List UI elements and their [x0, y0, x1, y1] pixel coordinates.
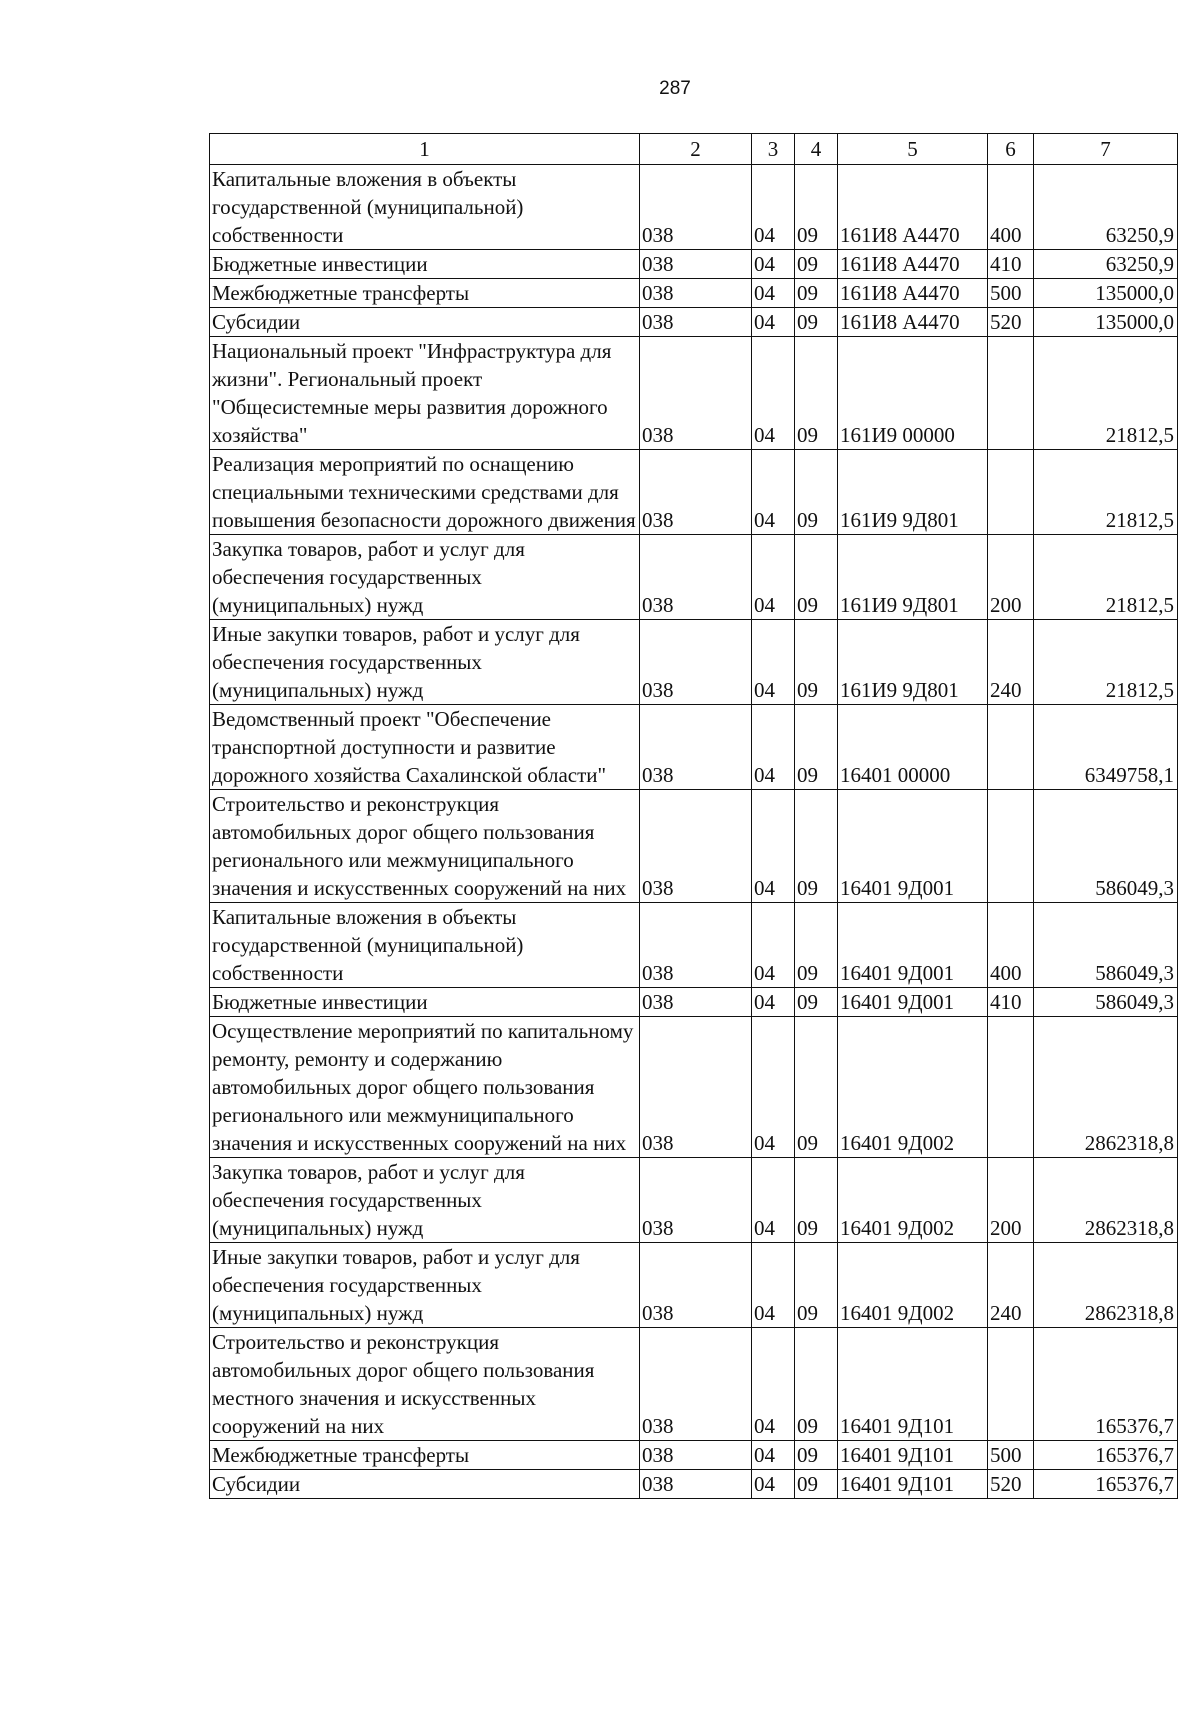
col-header-4: 4: [795, 134, 838, 165]
row-amount: 21812,5: [1034, 337, 1178, 450]
table-row: [210, 988, 1178, 1017]
row-section: 04: [752, 1243, 795, 1328]
row-target-article: 161И8 А4470: [838, 250, 988, 279]
row-expense-type: 200: [988, 1158, 1034, 1243]
table-row: [210, 165, 1178, 250]
row-section: 04: [752, 1158, 795, 1243]
row-amount: 586049,3: [1034, 790, 1178, 903]
row-name: Строительство и реконструкция автомобильных дорог общего пользования местного значения и искусственных сооружений на них: [210, 1328, 640, 1441]
row-target-article: 16401 9Д002: [838, 1158, 988, 1243]
row-section: 04: [752, 1470, 795, 1499]
row-expense-type: [988, 337, 1034, 450]
row-name: Осуществление мероприятий по капитальному ремонту, ремонту и содержанию автомобильных дорог общего пользования регионального или межмуниципального значения и искусственных сооружений на них: [210, 1017, 640, 1158]
row-subsection: 09: [795, 165, 838, 250]
row-target-article: 16401 9Д001: [838, 790, 988, 903]
table-row: [210, 1158, 1178, 1243]
row-target-article: 161И8 А4470: [838, 279, 988, 308]
header-row: [210, 134, 1178, 165]
row-name: Субсидии: [210, 308, 640, 337]
table-row: [210, 1017, 1178, 1158]
row-name: Закупка товаров, работ и услуг для обеспечения государственных (муниципальных) нужд: [210, 1158, 640, 1243]
row-expense-type: 500: [988, 279, 1034, 308]
table-row: [210, 705, 1178, 790]
row-subsection: 09: [795, 903, 838, 988]
row-expense-type: 240: [988, 620, 1034, 705]
row-amount: 165376,7: [1034, 1470, 1178, 1499]
row-target-article: 16401 00000: [838, 705, 988, 790]
row-amount: 135000,0: [1034, 308, 1178, 337]
row-subsection: 09: [795, 790, 838, 903]
row-subsection: 09: [795, 1158, 838, 1243]
row-expense-type: [988, 1328, 1034, 1441]
row-name: Иные закупки товаров, работ и услуг для обеспечения государственных (муниципальных) нужд: [210, 620, 640, 705]
table-row: [210, 1441, 1178, 1470]
table-row: [210, 620, 1178, 705]
row-section: 04: [752, 279, 795, 308]
row-amount: 165376,7: [1034, 1328, 1178, 1441]
row-target-article: 161И9 9Д801: [838, 535, 988, 620]
table-row: [210, 1470, 1178, 1499]
row-subsection: 09: [795, 620, 838, 705]
row-subsection: 09: [795, 1328, 838, 1441]
row-name: Бюджетные инвестиции: [210, 250, 640, 279]
row-section: 04: [752, 988, 795, 1017]
row-amount: 21812,5: [1034, 450, 1178, 535]
table-row: [210, 450, 1178, 535]
row-subsection: 09: [795, 450, 838, 535]
row-amount: 135000,0: [1034, 279, 1178, 308]
row-admin-code: 038: [640, 988, 752, 1017]
row-section: 04: [752, 1328, 795, 1441]
col-header-7: 7: [1034, 134, 1178, 165]
row-expense-type: 520: [988, 308, 1034, 337]
row-admin-code: 038: [640, 1158, 752, 1243]
table-row: [210, 903, 1178, 988]
row-target-article: 16401 9Д002: [838, 1017, 988, 1158]
table-row: [210, 308, 1178, 337]
row-target-article: 16401 9Д101: [838, 1441, 988, 1470]
row-amount: 165376,7: [1034, 1441, 1178, 1470]
row-section: 04: [752, 790, 795, 903]
row-amount: 21812,5: [1034, 620, 1178, 705]
row-target-article: 161И8 А4470: [838, 165, 988, 250]
table-row: [210, 250, 1178, 279]
table-row: [210, 279, 1178, 308]
row-section: 04: [752, 705, 795, 790]
row-name: Субсидии: [210, 1470, 640, 1499]
row-admin-code: 038: [640, 250, 752, 279]
row-amount: 63250,9: [1034, 250, 1178, 279]
row-amount: 21812,5: [1034, 535, 1178, 620]
row-target-article: 161И9 00000: [838, 337, 988, 450]
row-name: Межбюджетные трансферты: [210, 279, 640, 308]
row-section: 04: [752, 903, 795, 988]
row-expense-type: 400: [988, 165, 1034, 250]
row-amount: 6349758,1: [1034, 705, 1178, 790]
col-header-2: 2: [640, 134, 752, 165]
row-expense-type: [988, 450, 1034, 535]
row-section: 04: [752, 165, 795, 250]
row-admin-code: 038: [640, 790, 752, 903]
row-subsection: 09: [795, 535, 838, 620]
row-amount: 586049,3: [1034, 903, 1178, 988]
row-admin-code: 038: [640, 279, 752, 308]
row-target-article: 16401 9Д001: [838, 903, 988, 988]
row-section: 04: [752, 620, 795, 705]
row-amount: 2862318,8: [1034, 1243, 1178, 1328]
col-header-1: 1: [210, 134, 640, 165]
row-subsection: 09: [795, 279, 838, 308]
row-name: Иные закупки товаров, работ и услуг для обеспечения государственных (муниципальных) нужд: [210, 1243, 640, 1328]
row-admin-code: 038: [640, 1441, 752, 1470]
row-expense-type: 200: [988, 535, 1034, 620]
table-row: [210, 1243, 1178, 1328]
row-subsection: 09: [795, 1441, 838, 1470]
row-subsection: 09: [795, 1243, 838, 1328]
col-header-5: 5: [838, 134, 988, 165]
row-section: 04: [752, 250, 795, 279]
table-row: [210, 337, 1178, 450]
row-target-article: 161И8 А4470: [838, 308, 988, 337]
row-name: Межбюджетные трансферты: [210, 1441, 640, 1470]
row-name: Капитальные вложения в объекты государственной (муниципальной) собственности: [210, 903, 640, 988]
row-subsection: 09: [795, 988, 838, 1017]
row-expense-type: 410: [988, 250, 1034, 279]
row-admin-code: 038: [640, 1470, 752, 1499]
row-admin-code: 038: [640, 1017, 752, 1158]
row-amount: 586049,3: [1034, 988, 1178, 1017]
row-expense-type: 410: [988, 988, 1034, 1017]
row-subsection: 09: [795, 1470, 838, 1499]
col-header-3: 3: [752, 134, 795, 165]
row-section: 04: [752, 1017, 795, 1158]
row-subsection: 09: [795, 705, 838, 790]
row-section: 04: [752, 535, 795, 620]
row-name: Ведомственный проект "Обеспечение транспортной доступности и развитие дорожного хозяйства Сахалинской области": [210, 705, 640, 790]
table-row: [210, 790, 1178, 903]
row-amount: 63250,9: [1034, 165, 1178, 250]
row-expense-type: 240: [988, 1243, 1034, 1328]
budget-table: [209, 133, 1178, 1499]
row-section: 04: [752, 308, 795, 337]
row-name: Капитальные вложения в объекты государственной (муниципальной) собственности: [210, 165, 640, 250]
table-row: [210, 535, 1178, 620]
row-admin-code: 038: [640, 620, 752, 705]
row-expense-type: 500: [988, 1441, 1034, 1470]
row-admin-code: 038: [640, 1243, 752, 1328]
row-subsection: 09: [795, 337, 838, 450]
row-target-article: 16401 9Д001: [838, 988, 988, 1017]
page-number: 287: [659, 78, 691, 99]
row-expense-type: 520: [988, 1470, 1034, 1499]
row-amount: 2862318,8: [1034, 1158, 1178, 1243]
row-admin-code: 038: [640, 705, 752, 790]
row-name: Реализация мероприятий по оснащению специальными техническими средствами для повышения безопасности дорожного движения: [210, 450, 640, 535]
row-subsection: 09: [795, 308, 838, 337]
row-section: 04: [752, 1441, 795, 1470]
row-subsection: 09: [795, 1017, 838, 1158]
row-expense-type: [988, 790, 1034, 903]
row-section: 04: [752, 450, 795, 535]
row-section: 04: [752, 337, 795, 450]
row-admin-code: 038: [640, 903, 752, 988]
row-admin-code: 038: [640, 1328, 752, 1441]
table-row: [210, 1328, 1178, 1441]
row-admin-code: 038: [640, 337, 752, 450]
row-subsection: 09: [795, 250, 838, 279]
row-admin-code: 038: [640, 535, 752, 620]
row-name: Национальный проект "Инфраструктура для жизни". Региональный проект "Общесистемные меры развития дорожного хозяйства": [210, 337, 640, 450]
row-expense-type: [988, 1017, 1034, 1158]
row-name: Закупка товаров, работ и услуг для обеспечения государственных (муниципальных) нужд: [210, 535, 640, 620]
row-target-article: 16401 9Д101: [838, 1328, 988, 1441]
row-name: Бюджетные инвестиции: [210, 988, 640, 1017]
row-target-article: 161И9 9Д801: [838, 450, 988, 535]
row-amount: 2862318,8: [1034, 1017, 1178, 1158]
table-body: [210, 165, 1178, 1499]
row-name: Строительство и реконструкция автомобильных дорог общего пользования регионального или межмуниципального значения и искусственных сооружений на них: [210, 790, 640, 903]
row-admin-code: 038: [640, 450, 752, 535]
row-admin-code: 038: [640, 165, 752, 250]
row-admin-code: 038: [640, 308, 752, 337]
row-expense-type: 400: [988, 903, 1034, 988]
row-expense-type: [988, 705, 1034, 790]
row-target-article: 161И9 9Д801: [838, 620, 988, 705]
col-header-6: 6: [988, 134, 1034, 165]
row-target-article: 16401 9Д002: [838, 1243, 988, 1328]
row-target-article: 16401 9Д101: [838, 1470, 988, 1499]
